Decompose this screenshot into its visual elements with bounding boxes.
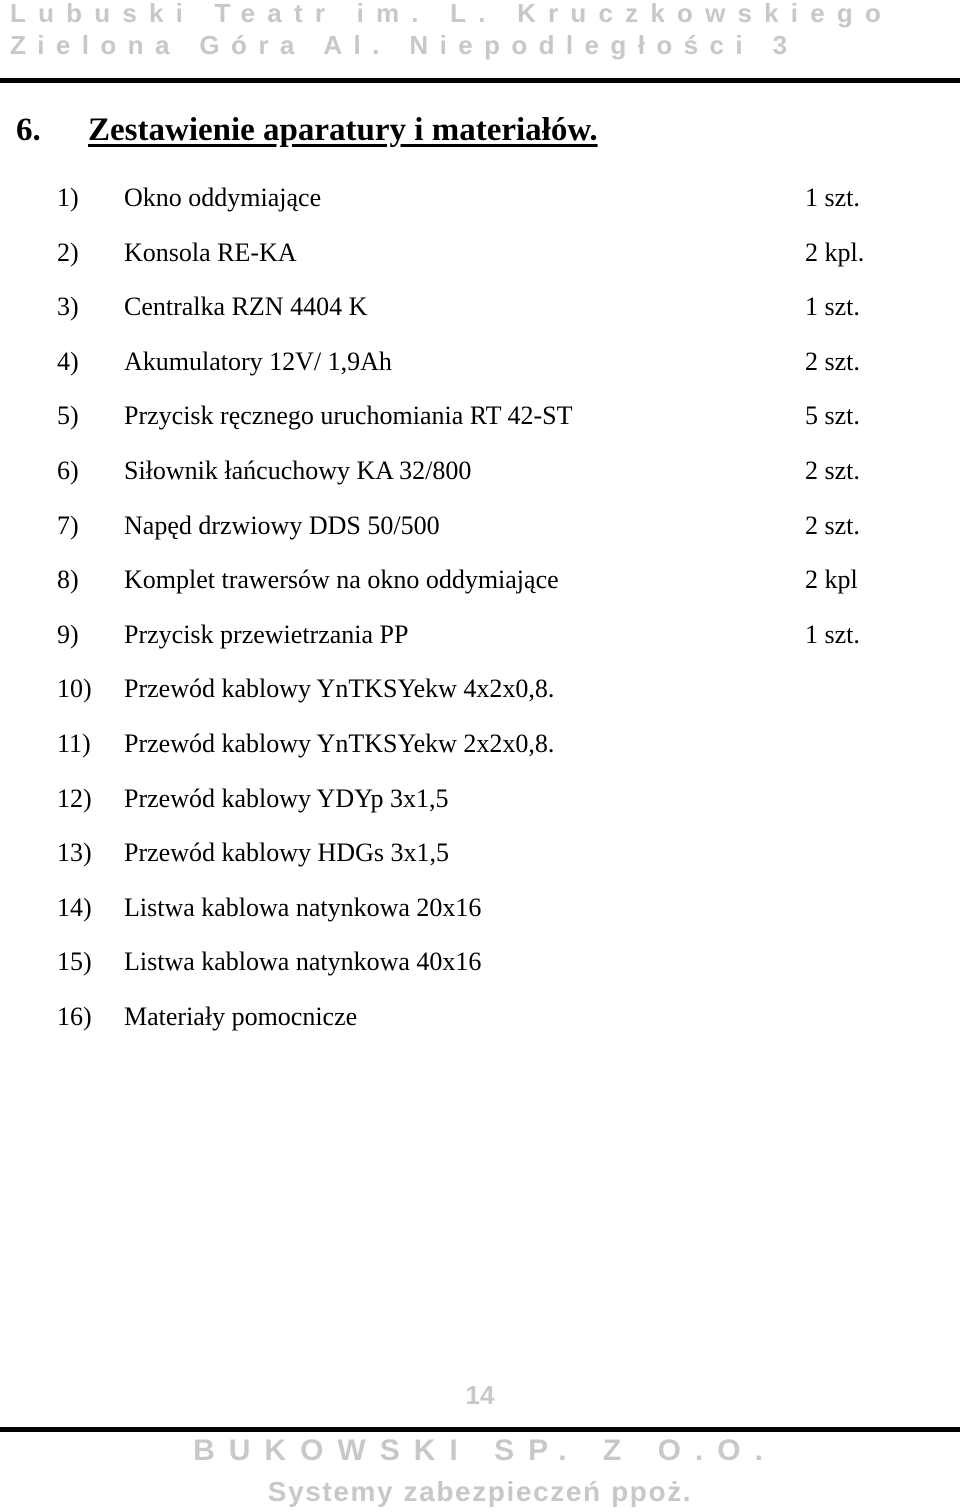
list-item-name: Przewód kablowy YnTKSYekw 2x2x0,8. — [124, 728, 555, 758]
list-item — [0, 504, 960, 559]
list-item-name: Przewód kablowy HDGs 3x1,5 — [124, 838, 449, 868]
list-item-name: Materiały pomocnicze — [124, 1001, 358, 1031]
list-item-number: 12) — [57, 783, 92, 813]
list-item-number: 10) — [57, 674, 92, 704]
list-item-name: Listwa kablowa natynkowa 40x16 — [124, 947, 482, 977]
list-item-name: Konsola RE-KA — [124, 237, 297, 267]
header-address: Zielona Góra Al. Niepodległości 3 — [10, 30, 799, 60]
list-item — [0, 176, 960, 231]
list-item — [0, 285, 960, 340]
list-item — [0, 394, 960, 449]
list-item-quantity: 2 szt. — [805, 510, 860, 540]
list-item-name: Przycisk ręcznego uruchomiania RT 42-ST — [124, 401, 573, 431]
list-item-quantity: 2 szt. — [805, 346, 860, 376]
list-item — [0, 831, 960, 886]
list-item-name: Centralka RZN 4404 K — [124, 292, 368, 322]
section-title: Zestawienie aparatury i materiałów. — [88, 112, 598, 148]
list-item — [0, 722, 960, 777]
list-item — [0, 667, 960, 722]
list-item-name: Okno oddymiające — [124, 183, 322, 212]
list-item-number: 15) — [57, 947, 92, 977]
list-item — [0, 340, 960, 395]
list-item — [0, 886, 960, 941]
list-item-name: Napęd drzwiowy DDS 50/500 — [124, 510, 440, 540]
list-item-number: 9) — [57, 619, 79, 649]
list-item-quantity: 1 szt. — [805, 183, 860, 212]
list-item-number: 13) — [57, 838, 92, 868]
section-number: 6. — [16, 112, 41, 148]
header-company-name: Lubuski Teatr im. L. Kruczkowskiego — [10, 0, 894, 28]
list-item-name: Akumulatory 12V/ 1,9Ah — [124, 346, 392, 376]
footer-divider — [0, 1427, 960, 1432]
list-item-number: 2) — [57, 237, 79, 267]
list-item-quantity: 5 szt. — [805, 401, 860, 431]
page-number: 14 — [465, 1380, 495, 1410]
section-heading — [16, 112, 598, 149]
list-item — [0, 995, 960, 1050]
list-item-number: 3) — [57, 292, 79, 322]
list-item-quantity: 1 szt. — [805, 292, 860, 322]
list-item-number: 5) — [57, 401, 79, 431]
footer-tagline: Systemy zabezpieczeń ppoż. — [267, 1476, 693, 1507]
list-item — [0, 231, 960, 286]
list-item — [0, 613, 960, 668]
list-item-name: Siłownik łańcuchowy KA 32/800 — [124, 455, 472, 485]
list-item-name: Komplet trawersów na okno oddymiające — [124, 565, 559, 595]
header-divider — [0, 78, 960, 83]
list-item-quantity: 2 szt. — [805, 455, 860, 485]
list-item-number: 8) — [57, 565, 79, 595]
materials-list — [0, 176, 960, 1050]
list-item-number: 1) — [57, 183, 79, 212]
list-item-name: Listwa kablowa natynkowa 20x16 — [124, 892, 482, 922]
list-item-number: 4) — [57, 346, 79, 376]
list-item — [0, 558, 960, 613]
list-item-number: 16) — [57, 1001, 92, 1031]
list-item-number: 6) — [57, 455, 79, 485]
list-item-name: Przycisk przewietrzania PP — [124, 619, 409, 649]
list-item-quantity: 2 kpl. — [805, 237, 865, 267]
list-item — [0, 449, 960, 504]
list-item-name: Przewód kablowy YnTKSYekw 4x2x0,8. — [124, 674, 555, 704]
list-item — [0, 777, 960, 832]
list-item-number: 14) — [57, 892, 92, 922]
list-item — [0, 940, 960, 995]
list-item-number: 7) — [57, 510, 79, 540]
list-item-quantity: 2 kpl — [805, 565, 858, 595]
list-item-number: 11) — [57, 728, 91, 758]
footer-company-name: BUKOWSKI SP. Z O.O. — [193, 1434, 777, 1467]
list-item-quantity: 1 szt. — [805, 619, 860, 649]
list-item-name: Przewód kablowy YDYp 3x1,5 — [124, 783, 449, 813]
